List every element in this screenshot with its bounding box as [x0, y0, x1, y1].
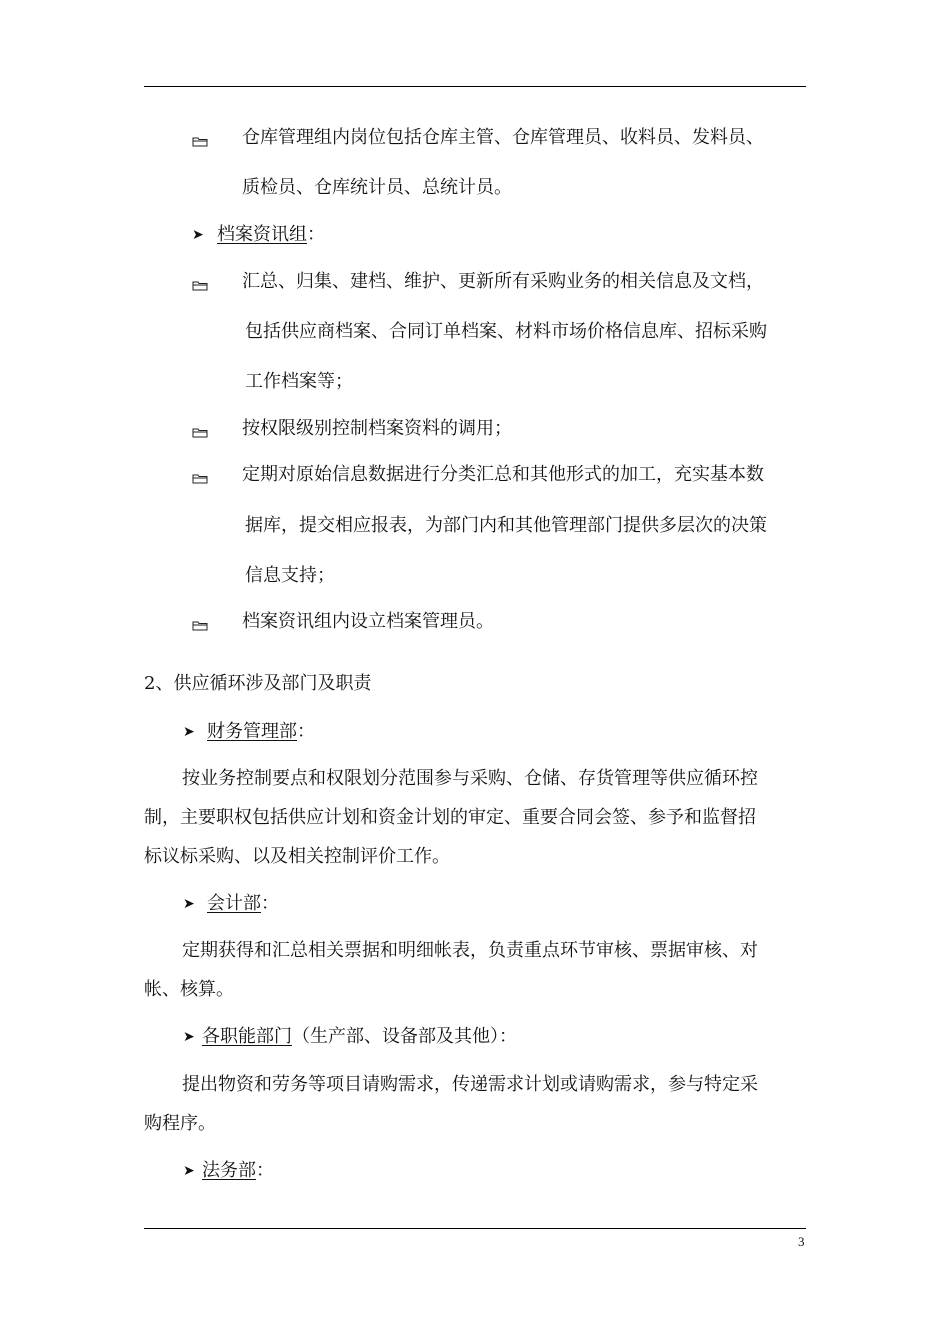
warehouse-text-line1: 仓库管理组内岗位包括仓库主管、仓库管理员、收料员、发料员、 — [242, 127, 764, 148]
archive-bullet1-line2: 包括供应商档案、合同订单档案、材料市场价格信息库、招标采购 — [245, 321, 767, 342]
finance-paragraph-line3: 标议标采购、以及相关控制评价工作。 — [144, 846, 450, 867]
archive-bullet4-line1: 档案资讯组内设立档案管理员。 — [242, 611, 494, 632]
folder-bullet-icon — [192, 427, 208, 438]
archive-bullet1-line3: 工作档案等； — [245, 371, 353, 392]
archive-bullet2-line1: 按权限级别控制档案资料的调用； — [242, 418, 512, 439]
archive-bullet3-line3: 信息支持； — [245, 565, 335, 586]
accounting-heading: 会计部： — [207, 893, 279, 914]
finance-paragraph-line1: 按业务控制要点和权限划分范围参与采购、仓储、存货管理等供应循环控 — [182, 768, 758, 789]
footer-rule — [144, 1228, 806, 1229]
legal-heading: 法务部： — [202, 1160, 274, 1181]
warehouse-text-line2: 质检员、仓库统计员、总统计员。 — [242, 177, 512, 198]
accounting-paragraph-line2: 帐、核算。 — [144, 979, 234, 1000]
finance-paragraph-line2: 制，主要职权包括供应计划和资金计划的审定、重要合同会签、参予和监督招 — [144, 807, 756, 828]
functional-paragraph-line1: 提出物资和劳务等项目请购需求，传递需求计划或请购需求，参与特定采 — [182, 1074, 758, 1095]
page-number: 3 — [798, 1234, 805, 1249]
folder-bullet-icon — [192, 280, 208, 291]
folder-bullet-icon — [192, 473, 208, 484]
archive-heading: 档案资讯组： — [217, 224, 325, 245]
header-rule — [144, 86, 806, 87]
arrow-bullet-icon: ➤ — [183, 896, 195, 912]
accounting-paragraph-line1: 定期获得和汇总相关票据和明细帐表，负责重点环节审核、票据审核、对 — [182, 940, 758, 961]
archive-bullet3-line2: 据库，提交相应报表，为部门内和其他管理部门提供多层次的决策 — [245, 515, 767, 536]
folder-bullet-icon — [192, 620, 208, 631]
functional-heading: 各职能部门（生产部、设备部及其他）： — [202, 1026, 517, 1047]
arrow-bullet-icon: ➤ — [183, 724, 195, 740]
finance-heading: 财务管理部： — [207, 721, 315, 742]
functional-paragraph-line2: 购程序。 — [144, 1113, 216, 1134]
arrow-bullet-icon: ➤ — [183, 1163, 195, 1179]
archive-bullet1-line1: 汇总、归集、建档、维护、更新所有采购业务的相关信息及文档， — [242, 271, 764, 292]
section2-heading: 2、供应循环涉及部门及职责 — [144, 673, 372, 694]
arrow-bullet-icon: ➤ — [192, 227, 204, 243]
folder-bullet-icon — [192, 136, 208, 147]
arrow-bullet-icon: ➤ — [183, 1029, 195, 1045]
archive-bullet3-line1: 定期对原始信息数据进行分类汇总和其他形式的加工，充实基本数 — [242, 464, 764, 485]
